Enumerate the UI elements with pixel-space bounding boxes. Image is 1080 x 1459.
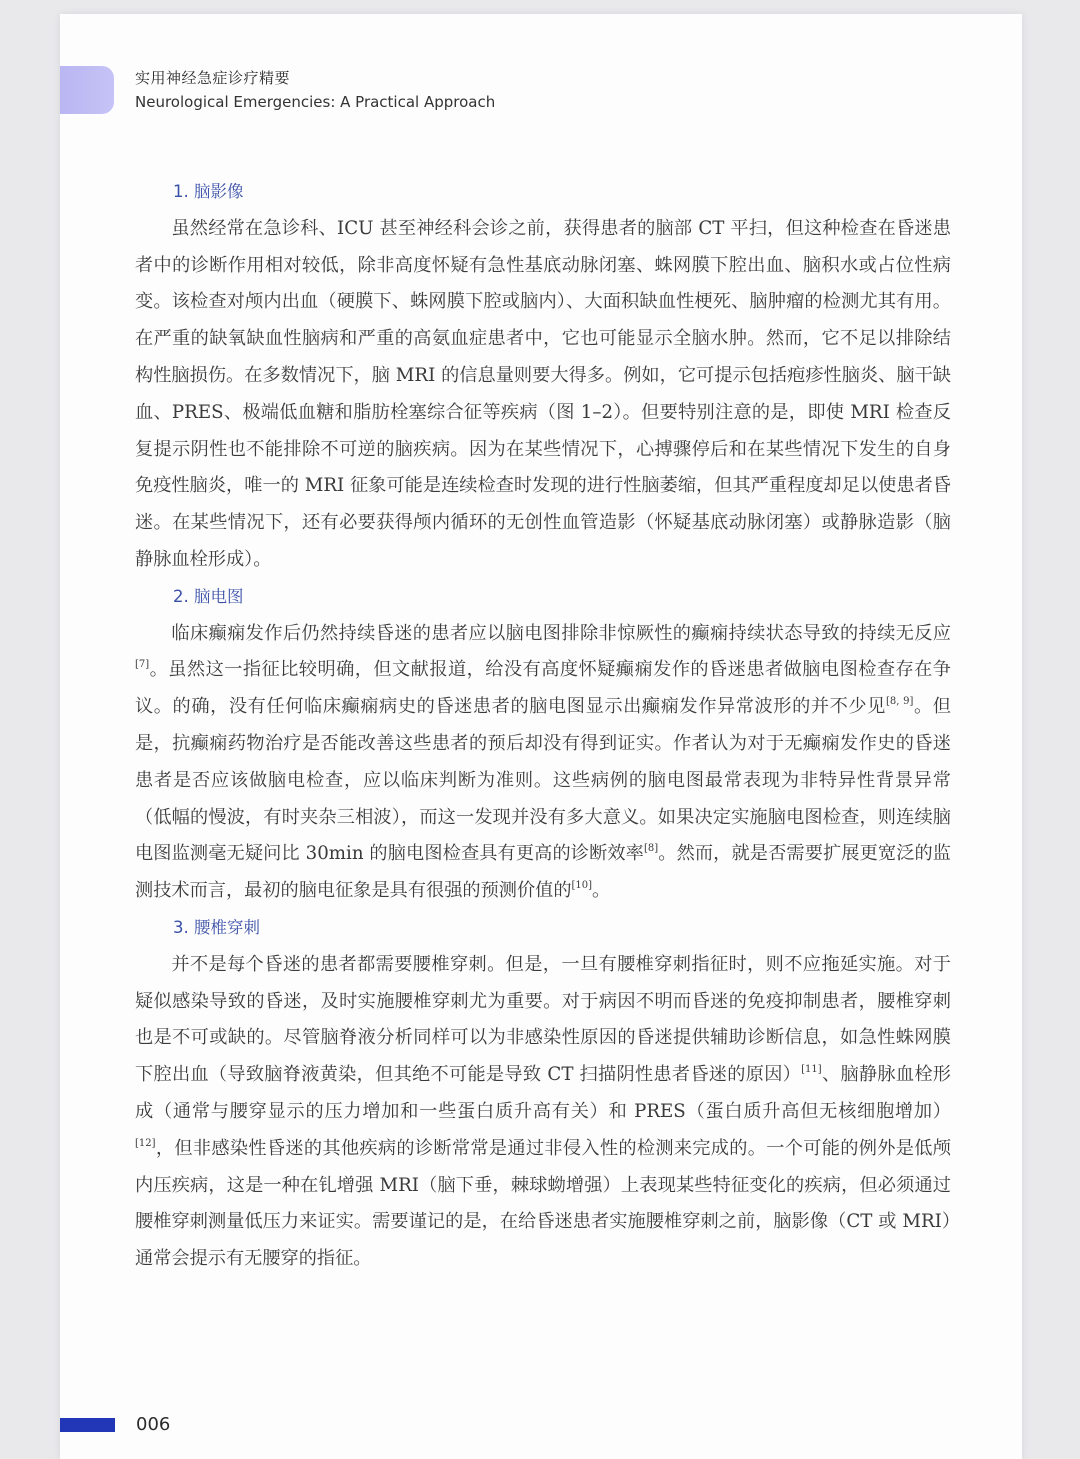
paragraph-text: 虽然经常在急诊科、ICU 甚至神经科会诊之前，获得患者的脑部 CT 平扫，但这种检查在昏迷患者中的诊断作用相对较低，除非高度怀疑有急性基底动脉闭塞、蛛网膜下腔出血、脑积水或占位性病变。该检查对颅内出血（硬膜下、蛛网膜下腔或脑内）、大面积缺血性梗死、脑肿瘤的检测尤其有用。在严重的缺氧缺血性脑病和严重的高氨血症患者中，它也可能显示全脑水肿。然而，它不足以排除结构性脑损伤。在多数情况下，脑 MRI 的信息量则要大得多。例如，它可提示包括疱疹性脑炎、脑干缺血、PRES、极端低血糖和脂肪栓塞综合征等疾病（图 1–2）。但要特别注意的是，即使 MRI 检查反复提示阴性也不能排除不可逆的脑疾病。因为在某些情况下，心搏骤停后和在某些情况下发生的自身免疫性脑炎，唯一的 MRI 征象可能是连续检查时发现的进行性脑萎缩，但其严重程度却足以使患者昏迷。在某些情况下，还有必要获得颅内循环的无创性血管造影（怀疑基底动脉闭塞）或静脉造影（脑静脉血栓形成）。 — [135, 217, 951, 570]
citation-reference: [7] — [135, 659, 150, 671]
page-body — [135, 174, 951, 1278]
paragraph-text: 。但是，抗癫痫药物治疗是否能改善这些患者的预后却没有得到证实。作者认为对于无癫痫发作史的昏迷患者是否应该做脑电检查，应以临床判断为准则。这些病例的脑电图最常表现为非特异性背景异常（低幅的慢波，有时夹杂三相波），而这一发现并没有多大意义。如果决定实施脑电图检查，则连续脑电图监测毫无疑问比 30min 的脑电图检查具有更高的诊断效率 — [135, 696, 951, 865]
section-heading — [135, 910, 951, 947]
section-paragraph — [135, 211, 951, 579]
citation-reference: [12] — [135, 1137, 156, 1149]
paragraph-text: 。然而，就是否需要扩展更宽泛的监测技术而言，最初的脑电征象是具有很强的预测价值的 — [135, 843, 951, 902]
section-number: 1. — [173, 182, 189, 201]
paragraph-text: 、脑静脉血栓形成（通常与腰穿显示的压力增加和一些蛋白质升高有关）和 PRES（蛋白质升高但无核细胞增加） — [135, 1064, 951, 1122]
citation-reference: [11] — [801, 1064, 822, 1076]
paragraph-text: 并不是每个昏迷的患者都需要腰椎穿刺。但是，一旦有腰椎穿刺指征时，则不应拖延实施。对于疑似感染导致的昏迷，及时实施腰椎穿刺尤为重要。对于病因不明而昏迷的免疫抑制患者，腰椎穿刺也是不可或缺的。尽管脑脊液分析同样可以为非感染性原因的昏迷提供辅助诊断信息，如急性蛛网膜下腔出血（导致脑脊液黄染，但其绝不可能是导致 CT 扫描阴性患者昏迷的原因） — [135, 953, 951, 1086]
page-number: 006 — [136, 1414, 171, 1435]
running-header — [135, 66, 495, 114]
paragraph-text: ，但非感染性昏迷的其他疾病的诊断常常是通过非侵入性的检测来完成的。一个可能的例外是低颅内压疾病，这是一种在钆增强 MRI（脑下垂，棘球蚴增强）上表现某些特征变化的疾病，但必须通过腰椎穿刺测量低压力来证实。需要谨记的是，在给昏迷患者实施腰椎穿刺之前，脑影像（CT 或 MRI）通常会提示有无腰穿的指征。 — [135, 1137, 951, 1270]
section-number: 2. — [173, 586, 189, 606]
section-number: 3. — [173, 917, 189, 937]
header-tab-decoration — [60, 66, 114, 114]
section-paragraph — [135, 947, 951, 1278]
citation-reference: [8, 9] — [885, 696, 914, 708]
section-title: 脑影像 — [194, 182, 244, 201]
paragraph-text: 。 — [592, 880, 611, 902]
section-title: 脑电图 — [194, 586, 244, 606]
section-heading — [135, 174, 951, 211]
paragraph-text: 临床癫痫发作后仍然持续昏迷的患者应以脑电图排除非惊厥性的癫痫持续状态导致的持续无反应 — [171, 622, 951, 644]
section-title: 腰椎穿刺 — [194, 917, 260, 937]
citation-reference: [10] — [571, 880, 593, 892]
paragraph-text: 。虽然这一指征比较明确，但文献报道，给没有高度怀疑癫痫发作的昏迷患者做脑电图检查存在争议。的确，没有任何临床癫痫病史的昏迷患者的脑电图显示出癫痫发作异常波形的并不少见 — [135, 659, 951, 718]
section-heading — [135, 579, 951, 616]
citation-reference: [8] — [643, 843, 659, 855]
book-page — [60, 14, 1022, 1459]
book-title-english: Neurological Emergencies: A Practical Approach — [135, 93, 496, 111]
section-paragraph — [135, 616, 951, 910]
book-title-chinese: 实用神经急症诊疗精要 — [135, 69, 291, 87]
footer-bar-decoration — [60, 1418, 115, 1432]
